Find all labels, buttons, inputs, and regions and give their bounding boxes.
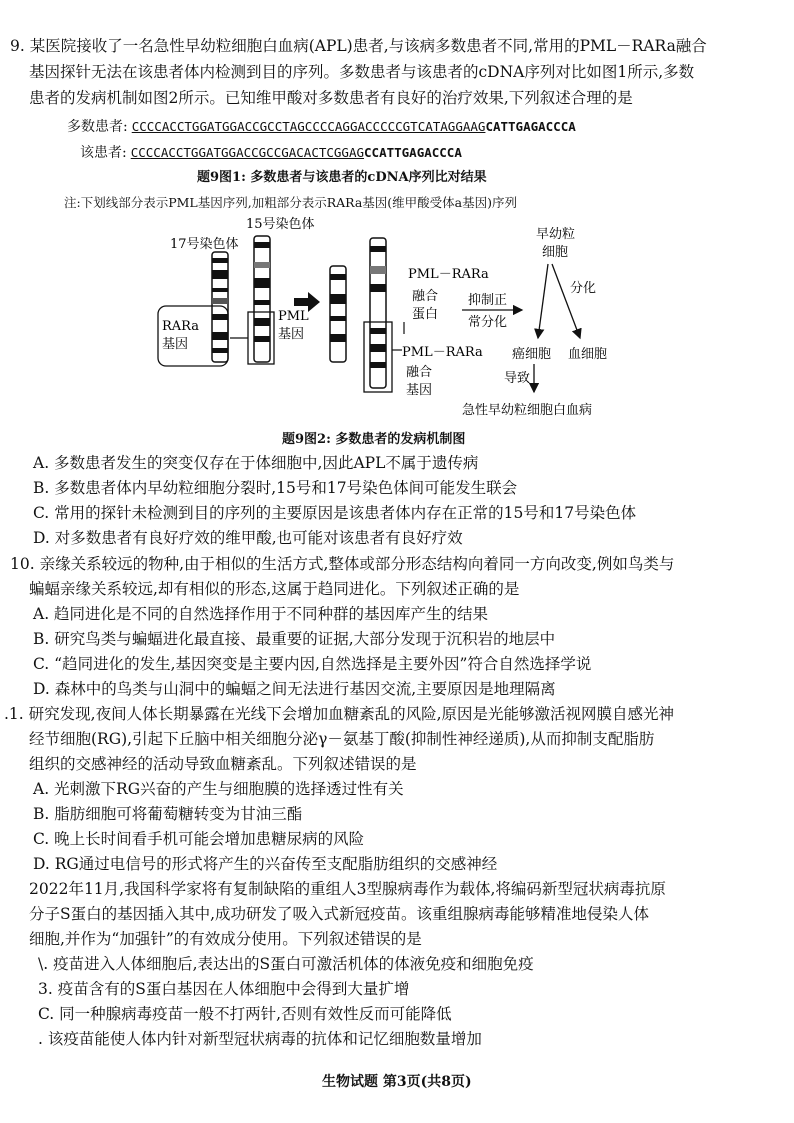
q11-line-2: 经节细胞(RG),引起下丘脑中相关细胞分泌γ－氨基丁酸(抑制性神经递质),从而抑制支配脂肪 [29,730,655,748]
q9-option-d: D. 对多数患者有良好疗效的维甲酸,也可能对该患者有良好疗效 [33,529,463,547]
seq-majority-rara: CATTGAGACCCA [485,119,576,134]
chromosome-17 [212,252,228,362]
q10-line-1: 10. 亲缘关系较远的物种,由于相似的生活方式,整体或部分形态结构向着同一方向改变,例如鸟类与 [10,555,675,573]
fusion-protein-label-1: 融合 [412,289,439,304]
blood-cell-label: 血细胞 [568,347,608,362]
cancer-cell-label: 癌细胞 [512,347,552,362]
q11-option-a: A. 光刺激下RG兴奋的产生与细胞膜的选择透过性有关 [33,780,404,798]
q9-line-3: 患者的发病机制如图2所示。已知维甲酸对多数患者有良好的治疗效果,下列叙述合理的是 [29,89,633,107]
apl-label: 急性早幼粒细胞白血病 [462,403,593,418]
q12-option-a: \. 疫苗进入人体细胞后,表达出的S蛋白可激活机体的体液免疫和细胞免疫 [38,955,534,973]
q10-option-c: C. “趋同进化的发生,基因突变是主要内因,自然选择是主要外因”符合自然选择学说 [33,655,592,673]
seq-majority [67,116,576,136]
q12-line-3: 细胞,并作为“加强针”的有效成分使用。下列叙述错误的是 [29,930,422,948]
q12-line-1: 2022年11月,我国科学家将有复制缺陷的重组人3型腺病毒作为载体,将编码新型冠状病毒抗原 [29,880,666,898]
inhibit-label-1: 抑制正 [468,293,508,308]
lead-to-label: 导致 [504,371,531,386]
q10-option-b: B. 研究鸟类与蝙蝠进化最直接、最重要的证据,大部分发现于沉积岩的地层中 [33,630,556,648]
promyelocyte-label-1: 早幼粒 [536,227,576,242]
inhibit-label-2: 常分化 [468,315,508,330]
translocated-chromosome-a [330,266,346,362]
fusion-protein-title: PML－RARa [408,267,489,282]
fig1-note: 注:下划线部分表示PML基因序列,加粗部分表示RARa基因(维甲酸受体a基因)序列 [64,195,517,210]
q11-line-1: .1. 研究发现,夜间人体长期暴露在光线下会增加血糖紊乱的风险,原因是光能够激活视网膜自感光神 [4,705,674,723]
seq-majority-label: 多数患者: [67,119,128,135]
fusion-gene-label-2: 基因 [406,383,433,398]
q12-option-c: C. 同一种腺病毒疫苗一般不打两针,否则有效性反而可能降低 [38,1005,452,1023]
fusion-gene-title: PML－RARa [402,345,483,360]
translocated-chromosome-b [370,238,386,388]
q12-option-d: . 该疫苗能使人体内针对新型冠状病毒的抗体和记忆细胞数量增加 [38,1030,482,1048]
promyelocyte-label-2: 细胞 [542,245,569,260]
rara-gene-label-2: 基因 [162,337,189,352]
q11-option-d: D. RG通过电信号的形式将产生的兴奋传至支配脂肪组织的交感神经 [33,855,498,873]
fusion-gene-label-1: 融合 [406,365,433,380]
seq-majority-pml: CCCCACCTGGATGGACCGCCTAGCCCCAGGACCCCCGTCATAGGAAG [131,119,486,134]
fig1-caption: 题9图1: 多数患者与该患者的cDNA序列比对结果 [197,170,487,185]
seq-patient-label: 该患者: [80,145,127,161]
fig2-caption: 题9图2: 多数患者的发病机制图 [282,432,466,447]
fusion-protein-label-2: 蛋白 [412,307,439,322]
q9-line-2: 基因探针无法在该患者体内检测到目的序列。多数患者与该患者的cDNA序列对比如图1所示,多数 [29,63,695,81]
q9-line-1: 9. 某医院接收了一名急性早幼粒细胞白血病(APL)患者,与该病多数患者不同,常用的PML－RARa融合 [10,37,707,55]
q9-option-a: A. 多数患者发生的突变仅存在于体细胞中,因此APL不属于遗传病 [33,454,479,472]
q9-option-c: C. 常用的探针未检测到目的序列的主要原因是该患者体内存在正常的15号和17号染色体 [33,504,637,522]
chr15-label: 15号染色体 [246,217,315,232]
page-footer: 生物试题 第3页(共8页) [322,1074,472,1090]
q11-option-c: C. 晚上长时间看手机可能会增加患糖尿病的风险 [33,830,365,848]
differentiate-label: 分化 [570,281,597,296]
seq-patient [80,142,462,162]
q12-line-2: 分子S蛋白的基因插入其中,成功研发了吸入式新冠疫苗。该重组腺病毒能够精准地侵染人体 [29,905,650,923]
q12-option-b: 3. 疫苗含有的S蛋白基因在人体细胞中会得到大量扩增 [38,980,410,998]
q9-option-b: B. 多数患者体内早幼粒细胞分裂时,15号和17号染色体间可能发生联会 [33,479,518,497]
q11-line-3: 组织的交感神经的活动导致血糖紊乱。下列叙述错误的是 [29,755,417,773]
pml-gene-label-2: 基因 [278,327,305,342]
rara-gene-label-1: RARa [162,319,200,334]
chromosome-15 [254,236,270,362]
seq-patient-pml: CCCCACCTGGATGGACCGCCGACACTCGGAG [130,145,365,160]
q10-line-2: 蝙蝠亲缘关系较远,却有相似的形态,这属于趋同进化。下列叙述正确的是 [29,580,520,598]
pml-gene-label-1: PML [278,309,309,324]
q10-option-a: A. 趋同进化是不同的自然选择作用于不同种群的基因库产生的结果 [33,605,489,623]
seq-patient-rara: CCATTGAGACCCA [364,145,462,160]
chr17-label: 17号染色体 [170,237,239,252]
fig2-diagram [150,210,650,425]
q10-option-d: D. 森林中的鸟类与山洞中的蝙蝠之间无法进行基因交流,主要原因是地理隔离 [33,680,556,698]
q11-option-b: B. 脂肪细胞可将葡萄糖转变为甘油三酯 [33,805,303,823]
